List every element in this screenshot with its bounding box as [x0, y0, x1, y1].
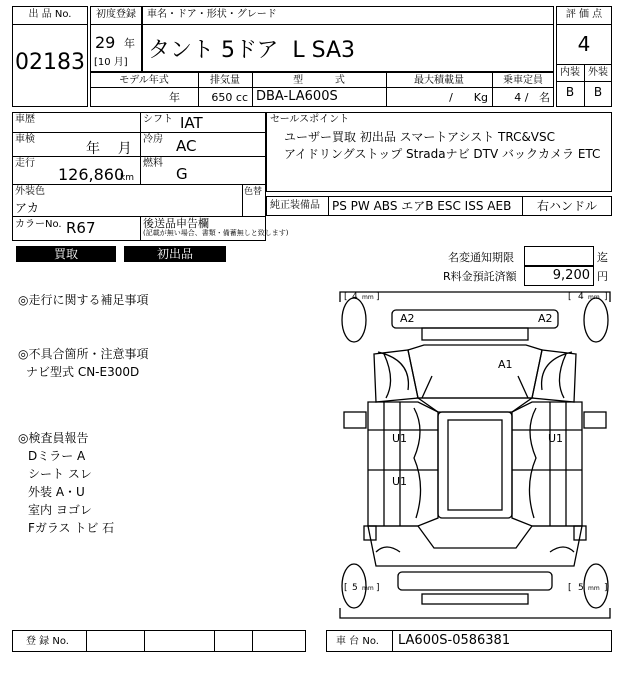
- lot-number-label: 出 品 No.: [28, 9, 72, 20]
- name-change-deadline-field: [524, 246, 594, 266]
- capacity-value: 4 / 名: [514, 91, 550, 104]
- svg-text:]: ]: [604, 292, 608, 302]
- sales-point-label: セールスポイント: [270, 114, 350, 125]
- car-condition-diagram: [338, 290, 612, 620]
- details-row-3: [12, 184, 266, 185]
- specs-divider: [90, 87, 554, 88]
- tire-front-right-unit: mm: [588, 294, 600, 301]
- score-label: 評 価 点: [565, 9, 603, 20]
- header-divider: [12, 24, 88, 25]
- fuel-value: G: [176, 165, 188, 183]
- tire-front-left-depth: 4: [352, 292, 358, 302]
- recycle-fee-value: 9,200: [552, 268, 590, 283]
- svg-text:[: [: [568, 292, 572, 302]
- svg-text:[: [: [344, 583, 348, 593]
- tire-front-left-label: [: [344, 292, 348, 302]
- name-change-deadline-label: 名変通知期限: [448, 251, 514, 264]
- reg-col-3: [214, 630, 215, 652]
- supplement-title: ◎走行に関する補足事項: [18, 293, 149, 307]
- tire-rear-right-unit: mm: [588, 585, 600, 592]
- inspector-line: シート スレ: [28, 467, 92, 481]
- tire-front-left-unit: mm: [362, 294, 374, 301]
- equipment-items: PS PW ABS エアB ESC ISS AEB: [332, 199, 512, 213]
- type-label: 型 式: [293, 75, 345, 86]
- model-year-value: 年: [169, 91, 180, 104]
- inspector-line: Fガラス トビ 石: [28, 521, 115, 535]
- color-no-label: カラーNo.: [15, 219, 62, 230]
- mileage-label: 走行: [15, 158, 35, 169]
- docs-label: 後送品申告欄: [143, 217, 209, 230]
- mileage-value: 126,860: [58, 165, 125, 184]
- chassis-number: LA600S-0586381: [398, 633, 511, 648]
- damage-mark: A2: [400, 312, 415, 325]
- model-year-label: モデル年式: [119, 75, 169, 86]
- equipment-col-1: [328, 196, 329, 216]
- chassis-col: [392, 630, 393, 652]
- reg-col-2: [144, 630, 145, 652]
- history-label: 車歴: [15, 114, 35, 125]
- first-registration-label: 初度登録: [96, 9, 136, 20]
- car-name: タント 5ドア L SA3: [148, 38, 355, 63]
- badge-first-listing: 初出品: [124, 246, 226, 262]
- ext-color-label: 外装色: [15, 186, 45, 197]
- inspector-line: 室内 ヨゴレ: [28, 503, 92, 517]
- inspection-value: 年 月: [86, 141, 132, 157]
- svg-text:]: ]: [376, 583, 380, 593]
- reg-col-1: [86, 630, 87, 652]
- damage-mark: U1: [392, 475, 408, 488]
- lot-number: 02183: [15, 50, 85, 75]
- badge-buyback: 買取: [16, 246, 116, 262]
- registration-era-year: 29: [95, 33, 116, 52]
- inspection-label: 車検: [15, 134, 35, 145]
- model-type: DBA-LA600S: [256, 89, 338, 104]
- damage-mark: A1: [498, 358, 513, 371]
- color-change-col: [242, 184, 243, 216]
- inspector-line: 外装 A・U: [28, 485, 85, 499]
- steering-side: 右ハンドル: [536, 199, 597, 213]
- sales-point-line-1: ユーザー買取 初出品 スマートアシスト TRC&VSC: [284, 130, 556, 144]
- tire-rear-left-unit: mm: [362, 585, 374, 592]
- equipment-label: 純正装備品: [270, 200, 320, 211]
- ext-color-value: アカ: [15, 201, 39, 215]
- inspector-line: Dミラー A: [28, 449, 86, 463]
- tire-rear-left-depth: 5: [352, 583, 358, 593]
- shift-label: シフト: [143, 114, 173, 125]
- svg-text:]: ]: [604, 583, 608, 593]
- inspector-title: ◎検査員報告: [18, 431, 89, 445]
- sales-point-line-2: アイドリングストップ Stradaナビ DTV バックカメラ ETC: [284, 147, 601, 161]
- details-row-2: [12, 156, 266, 157]
- damage-mark: U1: [392, 432, 408, 445]
- exterior-label: 外装: [588, 67, 608, 78]
- capacity-label: 乗車定員: [503, 75, 543, 86]
- overall-score: 4: [577, 32, 591, 56]
- defects-line: ナビ型式 CN-E300D: [26, 365, 140, 379]
- registration-year-unit: 年: [124, 37, 135, 50]
- fuel-label: 燃料: [143, 158, 163, 169]
- damage-mark: A2: [538, 312, 553, 325]
- car-name-label: 車名・ドア・形状・グレード: [147, 9, 277, 20]
- details-mid-col: [140, 112, 141, 184]
- name-change-deadline-unit: 迄: [597, 251, 608, 264]
- chassis-number-label: 車 台 No.: [336, 636, 379, 647]
- exterior-grade: B: [593, 85, 603, 99]
- mileage-unit: km: [120, 173, 134, 183]
- color-no-col: [140, 216, 141, 241]
- max-load-label: 最大積載量: [414, 75, 464, 86]
- displacement-value: 650 cc: [211, 91, 248, 104]
- defects-title: ◎不具合箇所・注意事項: [18, 347, 149, 361]
- color-change-label: 色替: [244, 187, 263, 197]
- recycle-fee-unit: 円: [597, 270, 608, 283]
- interior-grade: B: [565, 85, 575, 99]
- svg-text:]: ]: [376, 292, 380, 302]
- tire-rear-right-depth: 5: [578, 583, 584, 593]
- grade-divider: [556, 81, 612, 82]
- svg-text:[: [: [568, 583, 572, 593]
- score-divider: [556, 24, 612, 25]
- details-row-4: [12, 216, 266, 217]
- shift-value: IAT: [180, 114, 203, 132]
- displacement-label: 排気量: [210, 75, 240, 86]
- ac-value: AC: [176, 137, 197, 155]
- registration-number-label: 登 録 No.: [26, 636, 69, 647]
- details-row-1: [12, 132, 266, 133]
- damage-mark: U1: [548, 432, 564, 445]
- max-load-value: / Kg: [449, 91, 488, 104]
- ac-label: 冷房: [143, 134, 163, 145]
- registration-month: [10 月]: [94, 57, 128, 68]
- reg-col-4: [252, 630, 253, 652]
- interior-label: 内装: [560, 67, 580, 78]
- recycle-fee-label: R料金預託済額: [443, 270, 517, 283]
- tire-front-right-depth: 4: [578, 292, 584, 302]
- docs-note: (記載が無い場合、書類・備蓄無しと致します): [143, 229, 289, 237]
- car-name-divider: [142, 24, 554, 25]
- first-registration-divider: [90, 24, 142, 25]
- color-no-value: R67: [66, 219, 96, 237]
